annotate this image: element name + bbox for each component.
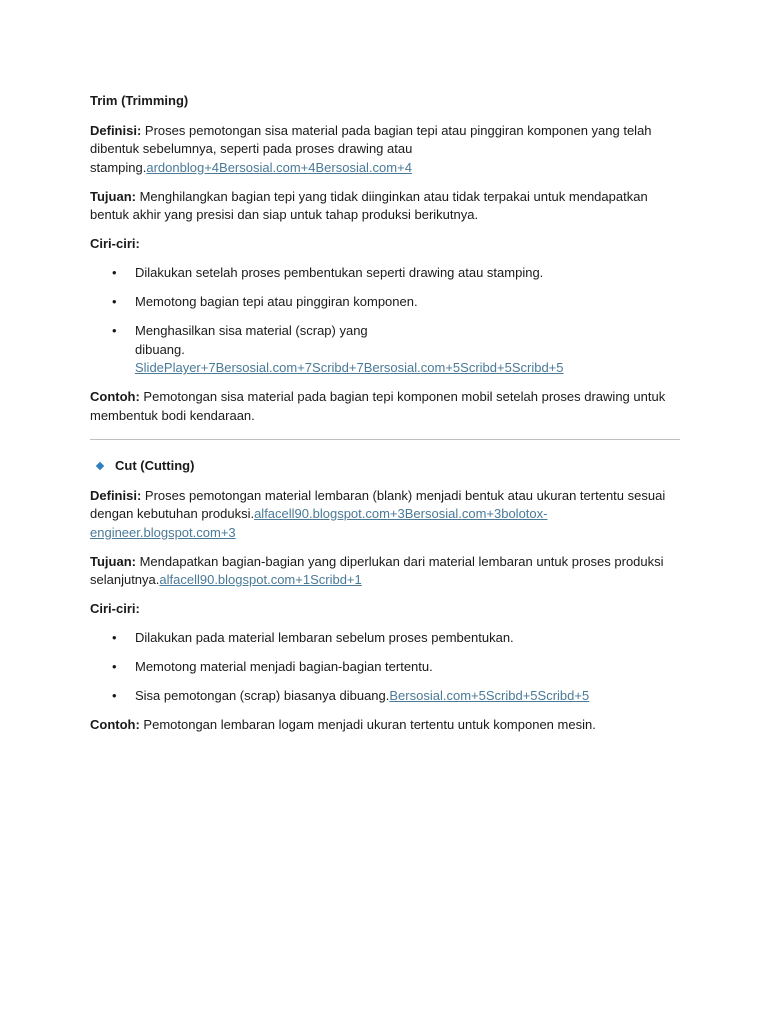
section-title-cut-row [90, 457, 680, 476]
list-item-text: Memotong material menjadi bagian-bagian tertentu. [135, 659, 433, 674]
tujuan-label: Tujuan: [90, 553, 136, 569]
list-item [90, 264, 680, 283]
source-link[interactable]: Bersosial.com+5Scribd+5Scribd+5 [389, 688, 590, 703]
tujuan-text: Menghilangkan bagian tepi yang tidak diinginkan atau tidak terpakai untuk mendapatkan bentuk akhir yang presisi dan siap untuk tahap produksi berikutnya. [90, 188, 648, 222]
definisi-paragraph-trim [90, 122, 680, 178]
definisi-label: Definisi: [90, 122, 142, 138]
document-page [90, 92, 680, 745]
bullet-icon: • [112, 323, 117, 338]
bullet-icon: • [112, 659, 117, 674]
list-item [90, 687, 680, 706]
list-item [90, 658, 680, 677]
source-link[interactable]: SlidePlayer+7Bersosial.com+7Scribd+7Bersosial.com+5Scribd+5Scribd+5 [135, 360, 564, 375]
definisi-paragraph-cut [90, 487, 680, 543]
contoh-text: Pemotongan lembaran logam menjadi ukuran tertentu untuk komponen mesin. [139, 717, 596, 732]
section-title-cut: Cut (Cutting) [115, 458, 195, 473]
contoh-text: Pemotongan sisa material pada bagian tepi komponen mobil setelah proses drawing untuk membentuk bodi kendaraan. [90, 389, 666, 423]
bullet-icon: • [112, 265, 117, 280]
bullet-icon: • [112, 630, 117, 645]
contoh-paragraph-trim [90, 388, 680, 425]
ciri-label-cut [90, 600, 680, 619]
contoh-paragraph-cut [90, 716, 680, 735]
source-link[interactable]: ardonblog+4Bersosial.com+4Bersosial.com+4 [146, 159, 412, 175]
tujuan-paragraph-cut [90, 553, 680, 590]
list-item-text: Dilakukan pada material lembaran sebelum proses pembentukan. [135, 630, 514, 645]
ciri-list-trim [90, 264, 680, 378]
tujuan-paragraph-trim [90, 188, 680, 225]
list-item-text: Sisa pemotongan (scrap) biasanya dibuang. [135, 688, 390, 703]
ciri-label: Ciri-ciri: [90, 601, 140, 616]
bullet-icon: • [112, 688, 117, 703]
list-item-text: Memotong bagian tepi atau pinggiran komponen. [135, 294, 418, 309]
list-item [90, 629, 680, 648]
list-item [90, 293, 680, 312]
tujuan-label: Tujuan: [90, 188, 136, 204]
contoh-label: Contoh: [90, 717, 140, 732]
definisi-label: Definisi: [90, 487, 142, 503]
source-link[interactable]: alfacell90.blogspot.com+3Bersosial.com+3bolotox-engineer.blogspot.com+3 [90, 506, 548, 540]
diamond-bullet-icon [96, 462, 104, 470]
source-link[interactable]: alfacell90.blogspot.com+1Scribd+1 [159, 572, 362, 587]
list-item-text: Dilakukan setelah proses pembentukan seperti drawing atau stamping. [135, 265, 544, 280]
ciri-list-cut [90, 629, 680, 706]
tujuan-text: Mendapatkan bagian-bagian yang diperlukan dari material lembaran untuk proses produksi selanjutnya. [90, 553, 664, 587]
list-item [90, 322, 680, 378]
definisi-text: Proses pemotongan sisa material pada bagian tepi atau pinggiran komponen yang telah dibentuk sebelumnya, seperti pada proses drawing atau stamping. [90, 122, 652, 175]
ciri-label-trim [90, 235, 680, 254]
definisi-text: Proses pemotongan material lembaran (blank) menjadi bentuk atau ukuran tertentu sesuai dengan kebutuhan produksi. [90, 487, 666, 521]
contoh-label: Contoh: [90, 389, 140, 404]
list-item-text: Menghasilkan sisa material (scrap) yang dibuang. [135, 323, 368, 357]
section-divider [90, 439, 680, 440]
ciri-label: Ciri-ciri: [90, 236, 140, 251]
section-title-trim: Trim (Trimming) [90, 93, 189, 108]
bullet-icon: • [112, 294, 117, 309]
